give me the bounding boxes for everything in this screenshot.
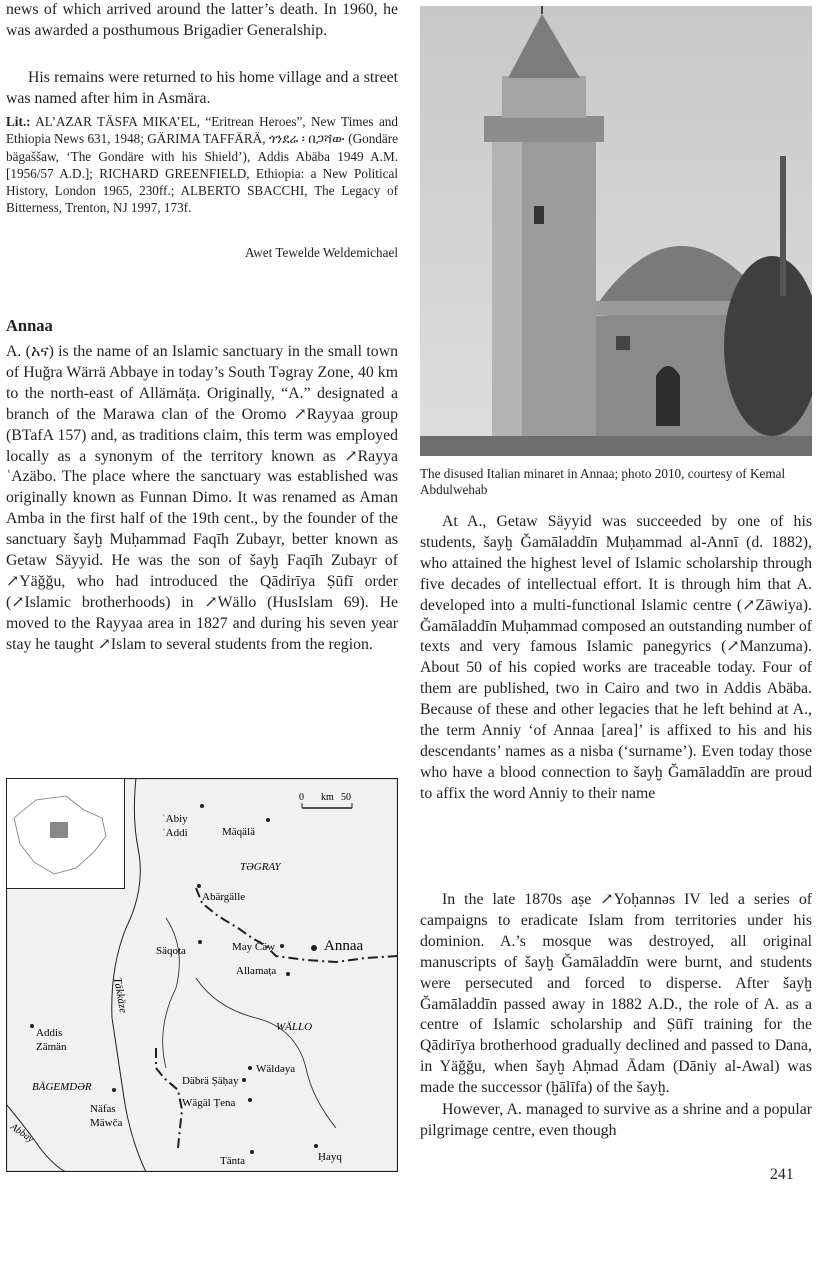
minaret-highlight bbox=[492, 136, 522, 456]
town-dot-hayq bbox=[314, 1144, 318, 1148]
label-wagal-tena: Wägäl Ṭena bbox=[182, 1097, 236, 1109]
minaret-upper bbox=[502, 76, 586, 118]
lit-label: Lit.: bbox=[6, 114, 31, 129]
label-waldaya: Wäldəya bbox=[256, 1063, 296, 1075]
scale-km: km bbox=[321, 792, 334, 803]
label-abargalle: Abärgälle bbox=[202, 891, 246, 903]
author-signature: Awet Tewelde Weldemichael bbox=[244, 245, 398, 260]
town-dot-maycaw bbox=[280, 944, 284, 948]
town-dot-maqala bbox=[266, 818, 270, 822]
label-addi: ʿAddi bbox=[162, 827, 188, 839]
paragraph-right-2: In the late 1870s aṣe ↗Yoḥannəs IV led a series of campaigns to eradicate Islam from territories under his dominion. A.’s mosque was destroyed, all original manuscripts of šayḫ Ğamāladdīn were burnt, and students were persecuted and forced to disperse. After šayḫ Ğamāladdīn passed away in 1882 A.D., the role of A. as a centre of Islamic scholarship and Ṣūfī training for the Qādirīya brotherhood gradually declined and passed to Dana, in Yäğğu, when šayḫ Aḥmad Ādam (Dāniy al-Awal) was made the successor (ḫālīfa) of the šayḫ. bbox=[420, 891, 812, 1097]
label-begemder: BÄGEMDƏR bbox=[32, 1081, 92, 1093]
label-mawca: Mäwča bbox=[90, 1117, 123, 1129]
minaret-balcony bbox=[484, 116, 604, 142]
label-annaa: Annaa bbox=[324, 938, 364, 954]
label-tanta: Tänta bbox=[220, 1155, 246, 1167]
minaret-photo bbox=[420, 6, 812, 456]
page-number: 241 bbox=[770, 1166, 794, 1183]
entry-heading: Annaa bbox=[6, 316, 53, 335]
town-dot-nafas bbox=[112, 1088, 116, 1092]
label-maycaw: May Čäw bbox=[232, 941, 276, 953]
label-maqala: Mäqälä bbox=[222, 826, 255, 838]
minaret-window bbox=[534, 206, 544, 224]
town-dot-abiy bbox=[200, 804, 204, 808]
town-dot-addis-zaman bbox=[30, 1024, 34, 1028]
town-dot-saqota bbox=[198, 940, 202, 944]
label-hayq: Ḥayq bbox=[318, 1151, 342, 1163]
arched-door bbox=[656, 366, 680, 426]
literature-block bbox=[6, 113, 398, 217]
lit-text: AL’AZAR TÄSFA MIKA’EL, “Eritrean Heroes”, New Times and Ethiopia News 631, 1948; GÄRIMA TAFFÄRÄ, ጎንደሬ ፡ በጋሻው (Gondäre bägaššaw, ‘The Gondäre with his Shield’), Addis Abäba 1949 A.M. [1956/57 A.D.]; RICHARD GREENFIELD, Ethiopia: a New Political History, London 1965, 230ff.; ALBERTO SBACCHI, The Legacy of Bitterness, Trenton, NJ 1997, 173f. bbox=[6, 114, 398, 216]
town-dot-annaa bbox=[311, 945, 317, 951]
label-addis: Addis bbox=[36, 1027, 63, 1039]
ground bbox=[420, 436, 812, 456]
paragraph-right-1: At A., Getaw Säyyid was succeeded by one of his students, šayḫ Ğamāladdīn Muḥammad al-Annī (d. 1882), who attained the highest level of Islamic scholarship through five decades of intellectual effort. It is through him that A. developed into a multi-functional Islamic centre (↗Zāwiya). Ğamāladdīn Muḥammad composed an outstanding number of texts and very famous Islamic panegyrics (↗Manzuma). About 50 of his copied works are traceable today. Four of them are published, two in Cairo and two in Addis Abäba. Because of these and other legacies that he left behind at A., the term Anniy ‘of Annaa [area]’ is affixed to his and his descendants’ names as a nisba (‘surname’). Even today those who have a blood connection to šayḫ Ğamāladdīn are proud to affix the word Anniy to their name bbox=[420, 513, 812, 802]
label-tigray: TƏGRAY bbox=[240, 861, 281, 873]
paragraph-remains: His remains were returned to his home village and a street was named after him in Asmära. bbox=[6, 69, 398, 107]
label-abiy: ʿAbiy bbox=[162, 813, 188, 825]
town-dot-wagal-tena bbox=[248, 1098, 252, 1102]
label-zaman: Zämän bbox=[36, 1041, 67, 1053]
town-dot-tanta bbox=[250, 1150, 254, 1154]
paragraph-annaa: A. (አና) is the name of an Islamic sanctuary in the small town of Huğra Wärrä Abbaye in today’s South Təgray Zone, 40 km to the north-east of Allämäṭa. Originally, “A.” designated a branch of the Marawa clan of the Oromo ↗Rayyaa group (BTafA 157) and, as traditions claim, this term was employed locally as a synonym of the territory known as ↗Rayya ʿAzäbo. The place where the sanctuary was established was originally known as Funnan Dimo. It was renamed as Aman Amba in the first half of the 19th cent., by the founder of the sanctuary šayḫ Muḥammad Faqīh Zubayr, better known as Getaw Säyyid. He was the son of šayḫ Faqīh Zubayr of ↗Yäğğu, who had introduced the Qādirīya Ṣūfī order (↗Islamic brotherhoods) in ↗Wällo (HusIslam 69). He moved to the Rayyaa area in 1827 and during his seven year stay he taught ↗Islam to several students from the region. bbox=[6, 343, 398, 653]
window-small bbox=[616, 336, 630, 350]
inset-highlight bbox=[50, 822, 68, 838]
paragraph-right-3: However, A. managed to survive as a shrine and a popular pilgrimage centre, even though bbox=[420, 1101, 812, 1139]
tree-trunk bbox=[780, 156, 786, 296]
label-takkaze: Täkkäze bbox=[111, 976, 130, 1015]
paragraph-continuation: news of which arrived around the latter’s death. In 1960, he was awarded a posthumous Brigadier Generalship. bbox=[6, 1, 398, 39]
photo-caption: The disused Italian minaret in Annaa; photo 2010, courtesy of Kemal Abdulwehab bbox=[420, 466, 786, 497]
town-dot-abargalle bbox=[197, 884, 201, 888]
town-dot-waldaya bbox=[248, 1066, 252, 1070]
label-abbay: Abbay bbox=[8, 1121, 36, 1146]
town-dot-dabra-sahay bbox=[242, 1078, 246, 1082]
town-dot-allamata bbox=[286, 972, 290, 976]
label-dabra-sahay: Däbrä Ṣäḥay bbox=[182, 1075, 239, 1087]
label-nafas: Näfas bbox=[90, 1103, 116, 1115]
label-saqota: Säqota bbox=[156, 945, 186, 957]
label-allamata: Allamaṭa bbox=[236, 965, 277, 977]
label-wallo: WÄLLO bbox=[276, 1021, 313, 1033]
scale-fifty: 50 bbox=[341, 792, 351, 803]
scale-zero: 0 bbox=[299, 792, 304, 803]
region-map bbox=[6, 778, 398, 1172]
